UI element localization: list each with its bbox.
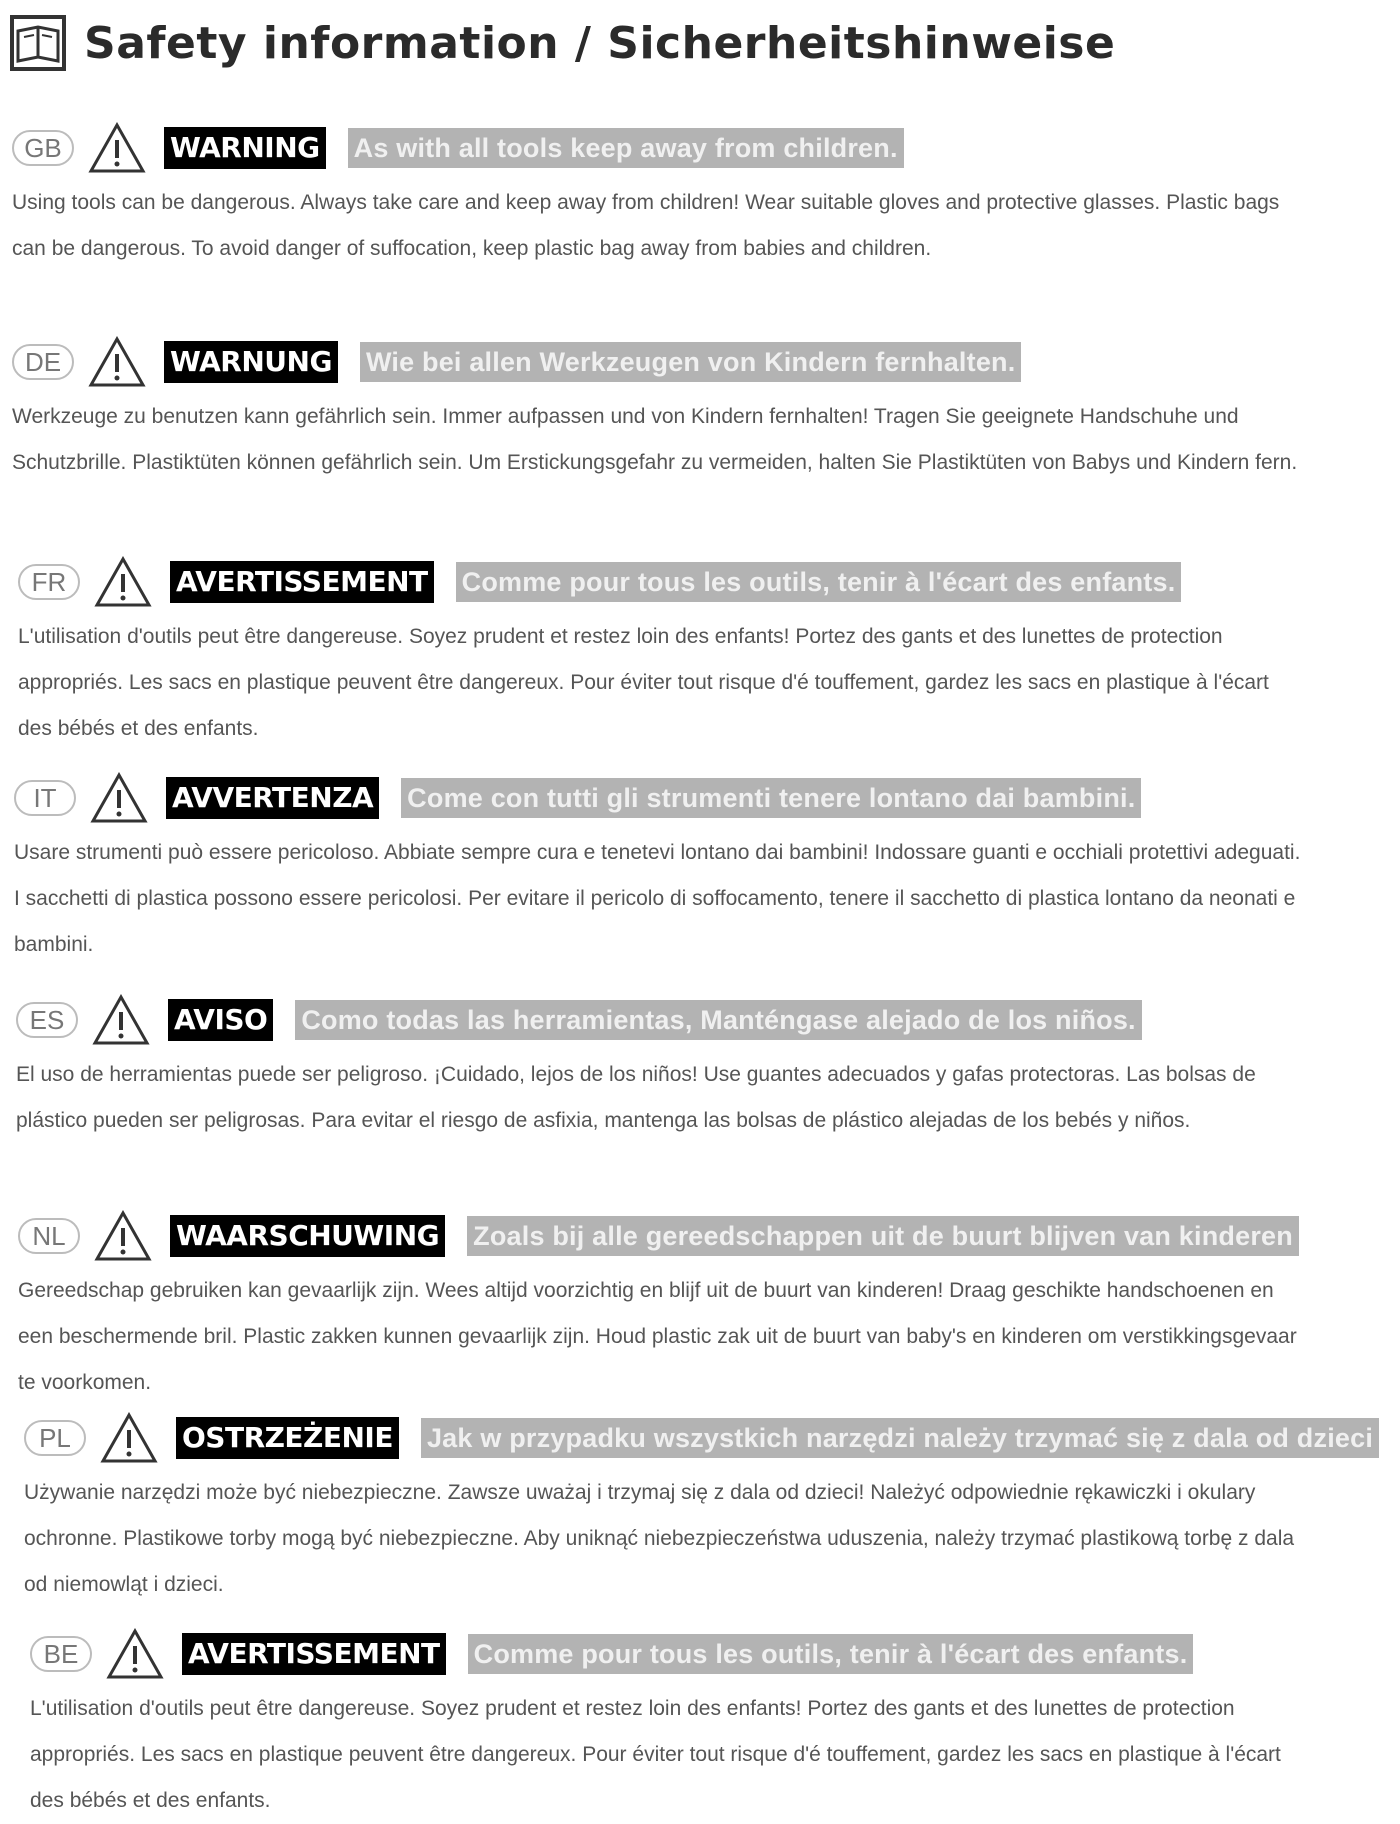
language-code-badge: ES — [16, 1002, 78, 1038]
tagline: Comme pour tous les outils, tenir à l'écart des enfants. — [456, 562, 1182, 602]
section-header — [12, 332, 1400, 392]
section-pl — [24, 1408, 1400, 1608]
tagline: As with all tools keep away from children. — [348, 128, 904, 168]
warning-triangle-icon — [106, 1628, 164, 1680]
book-icon — [10, 15, 66, 71]
warning-triangle-icon — [100, 1412, 158, 1464]
warning-label: WARNUNG — [164, 341, 338, 383]
warning-label: OSTRZEŻENIE — [176, 1417, 399, 1459]
page-title: Safety information / Sicherheitshinweise — [84, 17, 1116, 69]
section-header — [12, 118, 1400, 178]
section-de — [12, 332, 1400, 486]
tagline: Como todas las herramientas, Manténgase alejado de los niños. — [295, 1000, 1141, 1040]
section-header — [14, 768, 1400, 828]
section-gb — [12, 118, 1400, 272]
tagline: Comme pour tous les outils, tenir à l'écart des enfants. — [468, 1634, 1194, 1674]
tagline: Jak w przypadku wszystkich narzędzi należy trzymać się z dala od dzieci — [421, 1418, 1379, 1458]
language-code-badge: DE — [12, 344, 74, 380]
warning-label: WAARSCHUWING — [170, 1215, 445, 1257]
section-text: L'utilisation d'outils peut être dangereuse. Soyez prudent et restez loin des enfants! Portez des gants et des lunettes de protection appropriés. Les sacs en plastique peuvent être dangereux. Pour éviter tout risque d'é touffement, gardez les sacs en plastique à l'écart des bébés et des enfants. — [30, 1697, 1281, 1812]
language-code-badge: FR — [18, 564, 80, 600]
warning-label: WARNING — [164, 127, 326, 169]
language-code-badge: GB — [12, 130, 74, 166]
section-text: L'utilisation d'outils peut être dangereuse. Soyez prudent et restez loin des enfants! Portez des gants et des lunettes de protection appropriés. Les sacs en plastique peuvent être dangereux. Pour éviter tout risque d'é touffement, gardez les sacs en plastique à l'écart des bébés et des enfants. — [18, 625, 1269, 740]
section-nl — [18, 1206, 1400, 1406]
section-text: Werkzeuge zu benutzen kann gefährlich sein. Immer aufpassen und von Kindern fernhalten! Tragen Sie geeignete Handschuhe und Schutzbrille. Plastiktüten können gefährlich sein. Um Erstickungsgefahr zu vermeiden, halten Sie Plastiktüten von Babys und Kindern fern. — [12, 405, 1298, 474]
section-text: Używanie narzędzi może być niebezpieczne. Zawsze uważaj i trzymaj się z dala od dzieci! Należyć odpowiednie rękawiczki i okulary ochronne. Plastikowe torby mogą być niebezpieczne. Aby uniknąć niebezpieczeństwa uduszenia, należy trzymać plastikową torbę z dala od niemowląt i dzieci. — [24, 1481, 1295, 1596]
warning-triangle-icon — [90, 772, 148, 824]
section-text: Using tools can be dangerous. Always take care and keep away from children! Wear suitable gloves and protective glasses. Plastic bags can be dangerous. To avoid danger of suffocation, keep plastic bag away from babies and children. — [12, 191, 1280, 260]
warning-triangle-icon — [88, 336, 146, 388]
section-header — [16, 990, 1400, 1050]
language-code-badge: NL — [18, 1218, 80, 1254]
language-code-badge: IT — [14, 780, 76, 816]
tagline: Come con tutti gli strumenti tenere lontano dai bambini. — [401, 778, 1141, 818]
warning-triangle-icon — [94, 556, 152, 608]
warning-label: AVERTISSEMENT — [170, 561, 434, 603]
section-it — [14, 768, 1400, 968]
section-header — [30, 1624, 1400, 1684]
tagline: Zoals bij alle gereedschappen uit de buurt blijven van kinderen — [467, 1216, 1299, 1256]
section-header — [18, 1206, 1400, 1266]
warning-triangle-icon — [94, 1210, 152, 1262]
section-be — [30, 1624, 1400, 1824]
warning-label: AVERTISSEMENT — [182, 1633, 446, 1675]
warning-triangle-icon — [88, 122, 146, 174]
section-header — [24, 1408, 1400, 1468]
language-code-badge: PL — [24, 1420, 86, 1456]
warning-triangle-icon — [92, 994, 150, 1046]
section-text: Gereedschap gebruiken kan gevaarlijk zijn. Wees altijd voorzichtig en blijf uit de buurt van kinderen! Draag geschikte handschoenen en een beschermende bril. Plastic zakken kunnen gevaarlijk zijn. Houd plastic zak uit de buurt van baby's en kinderen om verstikkingsgevaar te voorkomen. — [18, 1279, 1297, 1394]
section-text: Usare strumenti può essere pericoloso. Abbiate sempre cura e tenetevi lontano dai bambini! Indossare guanti e occhiali protettivi adeguati. I sacchetti di plastica possono essere pericolosi. Per evitare il pericolo di soffocamento, tenere il sacchetto di plastica lontano da neonati e bambini. — [14, 841, 1301, 956]
language-code-badge: BE — [30, 1636, 92, 1672]
warning-label: AVISO — [168, 999, 273, 1041]
section-es — [16, 990, 1400, 1144]
section-text: El uso de herramientas puede ser peligroso. ¡Cuidado, lejos de los niños! Use guantes adecuados y gafas protectoras. Las bolsas de plástico pueden ser peligrosas. Para evitar el riesgo de asfixia, mantenga las bolsas de plástico alejadas de los bebés y niños. — [16, 1063, 1256, 1132]
section-fr — [18, 552, 1400, 752]
section-header — [18, 552, 1400, 612]
page-header — [10, 8, 1115, 78]
warning-label: AVVERTENZA — [166, 777, 379, 819]
tagline: Wie bei allen Werkzeugen von Kindern fernhalten. — [360, 342, 1021, 382]
